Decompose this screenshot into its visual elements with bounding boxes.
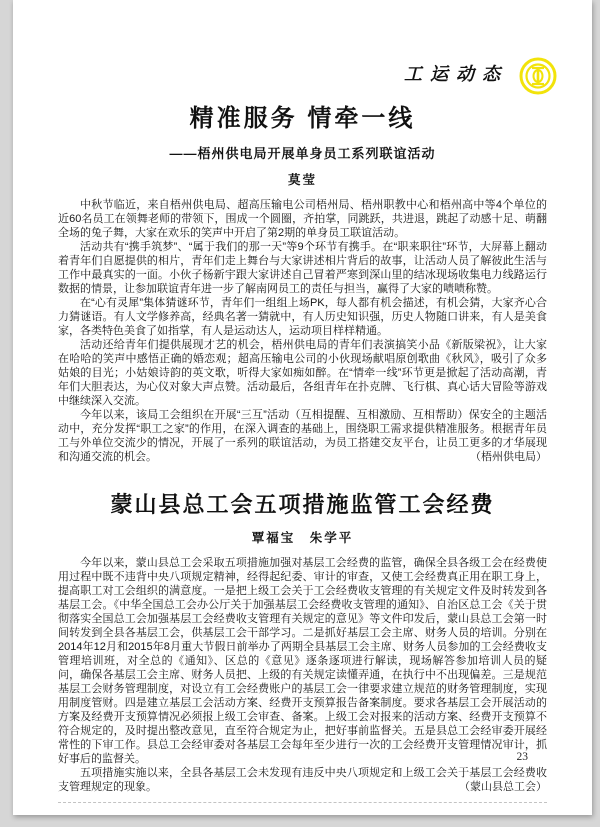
page-header [13,0,592,104]
magazine-page [13,0,592,815]
article1-paragraph-4: 活动还给青年们提供展现才艺的机会，梧州供电局的青年们表演搞笑小品《新版梁祝》，让大家在哈哈的笑声中感悟正确的婚恋观；超高压输电公司的小伙现场献唱原创歌曲《秋风》，吸引了众多姑娘的目光；小姑娘诗韵的英文歌，听得大家如痴如醉。在“情牵一线”环节更是掀起了活动高潮，青年们大胆表达，为心仪对象大声点赞。活动最后，各组青年在扑克牌、飞行棋、真心话大冒险等游戏中继续深入交流。 [58,339,547,407]
article2-title: 蒙山县总工会五项措施监管工会经费 [110,492,495,517]
article1-body [58,198,547,464]
page-number: 23 [516,751,528,763]
article1-paragraph-2: 活动共有“携手筑梦”、“属于我们的那一天”等9个环节有携手。在“职来职往”环节，大屏幕上翻动着青年们自愿提供的相片，青年们走上舞台与大家讲述相片背后的故事，让活动人员了解彼此生活与工作中最真实的一面。小伙子杨新宇跟大家讲述自己冒着严寒到深山里的结冰现场收集电力线路运行数据的情景，让参加联谊青年进一步了解南网员工的责任与担当，赢得了大家的啧啧称赞。 [58,241,547,295]
dashed-separator [58,802,547,803]
article2-body [58,556,547,794]
article2-authors: 覃福宝 朱学平 [251,531,354,545]
page-content [13,104,592,803]
article-jingzhun-fuwu [58,104,547,464]
article1-paragraph-3: 在“心有灵犀”集体猜谜环节，青年们一组组上场PK，每人都有机会描述，有机会猜，大家齐心合力猜谜语。有人文学修养高，经典名著一猜就中，有人历史知识强，历史人物随口讲来，有人是美食家，各类特色美食了如指掌，有人是运动达人，运动项目样样精通。 [58,297,547,337]
article-mengshan-gonghui [58,490,547,794]
trade-union-emblem-icon [518,56,558,96]
article1-title: 精准服务 情牵一线 [189,105,416,132]
article2-paragraph-2-text: 五项措施实施以来，全县各基层工会未发现有违反中央八项规定和上级工会关于基层工会经费收支管理规定的现象。 [58,767,547,793]
article2-paragraph-1: 今年以来，蒙山县总工会采取五项措施加强对基层工会经费的监管，确保全县各级工会在经费使用过程中既不违背中央八项规定精神，经得起纪委、审计的审查，又使工会经费真正用在职工身上，提高职工对工会组织的满意度。一是把上级工会关于工会经费收支管理的有关规定文件及时转发到各基层工会。《中华全国总工会办公厅关于加强基层工会经费收支管理的通知》、自治区总工会《关于贯彻落实全国总工会加强基层工会经费收支管理有关规定的意见》等文件印发后，蒙山县总工会第一时间转发到全县各基层工会，供基层工会干部学习。二是抓好基层工会主席、财务人员的培训。分别在2014年12月和2015年8月重大节假日前举办了两期全县基层工会主席、财务人员参加的工会经费收支管理培训班，对全总的《通知》、区总的《意见》逐条逐项进行解读，现场解答参加培训人员的疑问，确保各基层工会主席、财务人员把、上级的有关规定读懂弄通，在执行中不出现偏差。三是规范基层工会财务管理制度，对设立有工会经费账户的基层工会一律要求建立规范的财务管理制度，实现用制度管财。四是建立基层工会活动方案、经费开支预算报告备案制度。要求各基层工会开展活动的方案及经费开支预算情况必须报上级工会审查、备案。上级工会对报来的活动方案、经费开支预算不符合规定的，及时提出整改意见，直至符合规定为止，把好事前监督关。五是县总工会经审委开展经常性的下审工作。县总工会经审委对各基层工会每年至少进行一次的工会经费开支管理情况审计，抓好事后的监督关。 [58,557,547,765]
article1-subtitle: ——梧州供电局开展单身员工系列联谊活动 [169,146,436,161]
article1-paragraph-1: 中秋节临近，来自梧州供电局、超高压输电公司梧州局、梧州职教中心和梧州高中等4个单位的近60名员工在领舞老师的带领下，围成一个圆圈，齐拍掌，同跳跃，共进退，跳起了动感十足、萌翻全场的兔子舞，大家在欢乐的笑声中开启了第2期的单身员工联谊活动。 [58,199,547,239]
article1-author: 莫莹 [287,173,317,187]
article1-paragraph-5-text: 今年以来，该局工会组织在开展“三互”活动（互相提醒、互相激励、互相帮助）保安全的主题活动中，充分发挥“职工之家”的作用，在深入调查的基础上，围绕职工需求提供精准服务。根据青年员工与外单位交流少的情况，开展了一系列的联谊活动，为员工搭建交友平台，让员工更多的才华展现和沟通交流的机会。 [58,409,547,463]
article1-paragraph-5 [58,408,547,464]
article2-attribution: （蒙山县总工会） [459,781,547,793]
section-label: 工运动态 [404,64,508,84]
article1-attribution: （梧州供电局） [470,451,547,463]
article2-paragraph-2 [58,766,547,794]
